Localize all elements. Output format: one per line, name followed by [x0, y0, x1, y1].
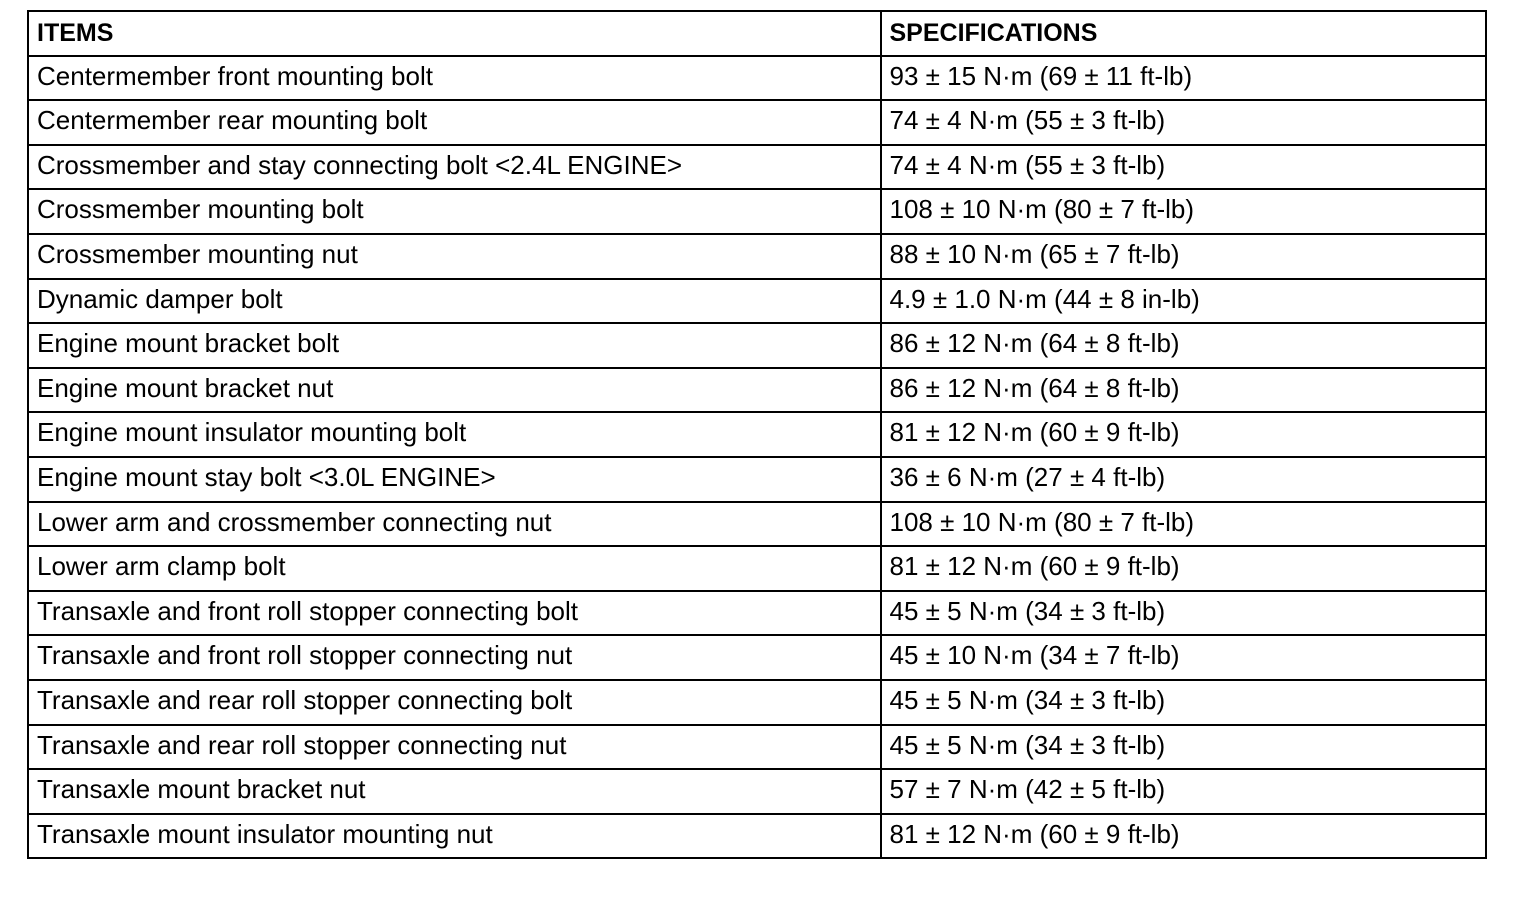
header-items	[28, 11, 881, 56]
table-row	[28, 725, 1486, 770]
spec-text: 86 ± 12 N·m (64 ± 8 ft-lb)	[889, 372, 1180, 403]
item-text: Transaxle and front roll stopper connecting nut	[37, 640, 573, 671]
torque-spec-table	[27, 10, 1487, 859]
spec-text: 74 ± 4 N·m (55 ± 3 ft-lb)	[889, 149, 1166, 180]
spec-cell	[881, 412, 1487, 457]
item-cell	[28, 234, 881, 279]
header-specifications	[881, 11, 1487, 56]
header-row	[28, 11, 1486, 56]
item-text: Crossmember mounting nut	[37, 238, 358, 269]
item-cell	[28, 189, 881, 234]
spec-text: 88 ± 10 N·m (65 ± 7 ft-lb)	[889, 238, 1180, 269]
spec-cell	[881, 814, 1487, 859]
spec-cell	[881, 725, 1487, 770]
table-row	[28, 591, 1486, 636]
table-row	[28, 814, 1486, 859]
table-row	[28, 502, 1486, 547]
item-text: Lower arm clamp bolt	[37, 551, 286, 582]
item-cell	[28, 279, 881, 324]
table-row	[28, 457, 1486, 502]
table-row	[28, 680, 1486, 725]
table-row	[28, 56, 1486, 101]
table-row	[28, 189, 1486, 234]
item-cell	[28, 368, 881, 413]
spec-text: 81 ± 12 N·m (60 ± 9 ft-lb)	[889, 417, 1180, 448]
item-text: Engine mount stay bolt <3.0L ENGINE>	[37, 461, 496, 492]
item-cell	[28, 145, 881, 190]
spec-text: 86 ± 12 N·m (64 ± 8 ft-lb)	[889, 328, 1180, 359]
item-cell	[28, 100, 881, 145]
table-row	[28, 412, 1486, 457]
spec-text: 81 ± 12 N·m (60 ± 9 ft-lb)	[889, 818, 1180, 849]
table-row	[28, 100, 1486, 145]
item-text: Dynamic damper bolt	[37, 283, 283, 314]
item-cell	[28, 323, 881, 368]
item-cell	[28, 814, 881, 859]
header-specifications-label: SPECIFICATIONS	[889, 19, 1098, 47]
spec-text: 4.9 ± 1.0 N·m (44 ± 8 in-lb)	[889, 283, 1200, 314]
spec-cell	[881, 323, 1487, 368]
spec-cell	[881, 56, 1487, 101]
spec-text: 57 ± 7 N·m (42 ± 5 ft-lb)	[889, 774, 1166, 805]
item-cell	[28, 769, 881, 814]
spec-text: 74 ± 4 N·m (55 ± 3 ft-lb)	[889, 105, 1166, 136]
table-body	[28, 56, 1486, 859]
item-text: Crossmember and stay connecting bolt <2.4L ENGINE>	[37, 149, 683, 180]
spec-text: 108 ± 10 N·m (80 ± 7 ft-lb)	[889, 506, 1195, 537]
spec-cell	[881, 234, 1487, 279]
spec-text: 45 ± 5 N·m (34 ± 3 ft-lb)	[889, 684, 1166, 715]
spec-text: 81 ± 12 N·m (60 ± 9 ft-lb)	[889, 551, 1180, 582]
item-text: Centermember front mounting bolt	[37, 60, 433, 91]
item-text: Transaxle mount bracket nut	[37, 774, 366, 805]
table-row	[28, 635, 1486, 680]
item-text: Transaxle and rear roll stopper connecting nut	[37, 729, 567, 760]
spec-cell	[881, 546, 1487, 591]
spec-cell	[881, 769, 1487, 814]
spec-cell	[881, 368, 1487, 413]
spec-cell	[881, 145, 1487, 190]
item-cell	[28, 502, 881, 547]
item-cell	[28, 412, 881, 457]
item-text: Crossmember mounting bolt	[37, 194, 364, 225]
item-text: Transaxle and front roll stopper connecting bolt	[37, 595, 579, 626]
table-row	[28, 368, 1486, 413]
table-row	[28, 546, 1486, 591]
spec-text: 108 ± 10 N·m (80 ± 7 ft-lb)	[889, 194, 1195, 225]
item-cell	[28, 725, 881, 770]
item-cell	[28, 546, 881, 591]
spec-cell	[881, 680, 1487, 725]
item-text: Centermember rear mounting bolt	[37, 105, 428, 136]
item-text: Transaxle and rear roll stopper connecting bolt	[37, 684, 573, 715]
header-items-label: ITEMS	[37, 19, 114, 47]
item-cell	[28, 591, 881, 636]
item-text: Engine mount insulator mounting bolt	[37, 417, 467, 448]
spec-text: 45 ± 5 N·m (34 ± 3 ft-lb)	[889, 595, 1166, 626]
spec-cell	[881, 502, 1487, 547]
spec-cell	[881, 279, 1487, 324]
item-text: Engine mount bracket nut	[37, 372, 334, 403]
item-text: Lower arm and crossmember connecting nut	[37, 506, 552, 537]
item-text: Engine mount bracket bolt	[37, 328, 340, 359]
item-cell	[28, 635, 881, 680]
item-text: Transaxle mount insulator mounting nut	[37, 818, 493, 849]
spec-text: 36 ± 6 N·m (27 ± 4 ft-lb)	[889, 461, 1166, 492]
spec-text: 45 ± 10 N·m (34 ± 7 ft-lb)	[889, 640, 1180, 671]
table-row	[28, 769, 1486, 814]
table-row	[28, 279, 1486, 324]
item-cell	[28, 680, 881, 725]
table-row	[28, 145, 1486, 190]
spec-text: 93 ± 15 N·m (69 ± 11 ft-lb)	[889, 60, 1193, 91]
spec-cell	[881, 189, 1487, 234]
spec-cell	[881, 591, 1487, 636]
table-header	[28, 11, 1486, 56]
item-cell	[28, 56, 881, 101]
spec-cell	[881, 457, 1487, 502]
spec-cell	[881, 635, 1487, 680]
spec-cell	[881, 100, 1487, 145]
spec-text: 45 ± 5 N·m (34 ± 3 ft-lb)	[889, 729, 1166, 760]
table-row	[28, 323, 1486, 368]
table-row	[28, 234, 1486, 279]
item-cell	[28, 457, 881, 502]
